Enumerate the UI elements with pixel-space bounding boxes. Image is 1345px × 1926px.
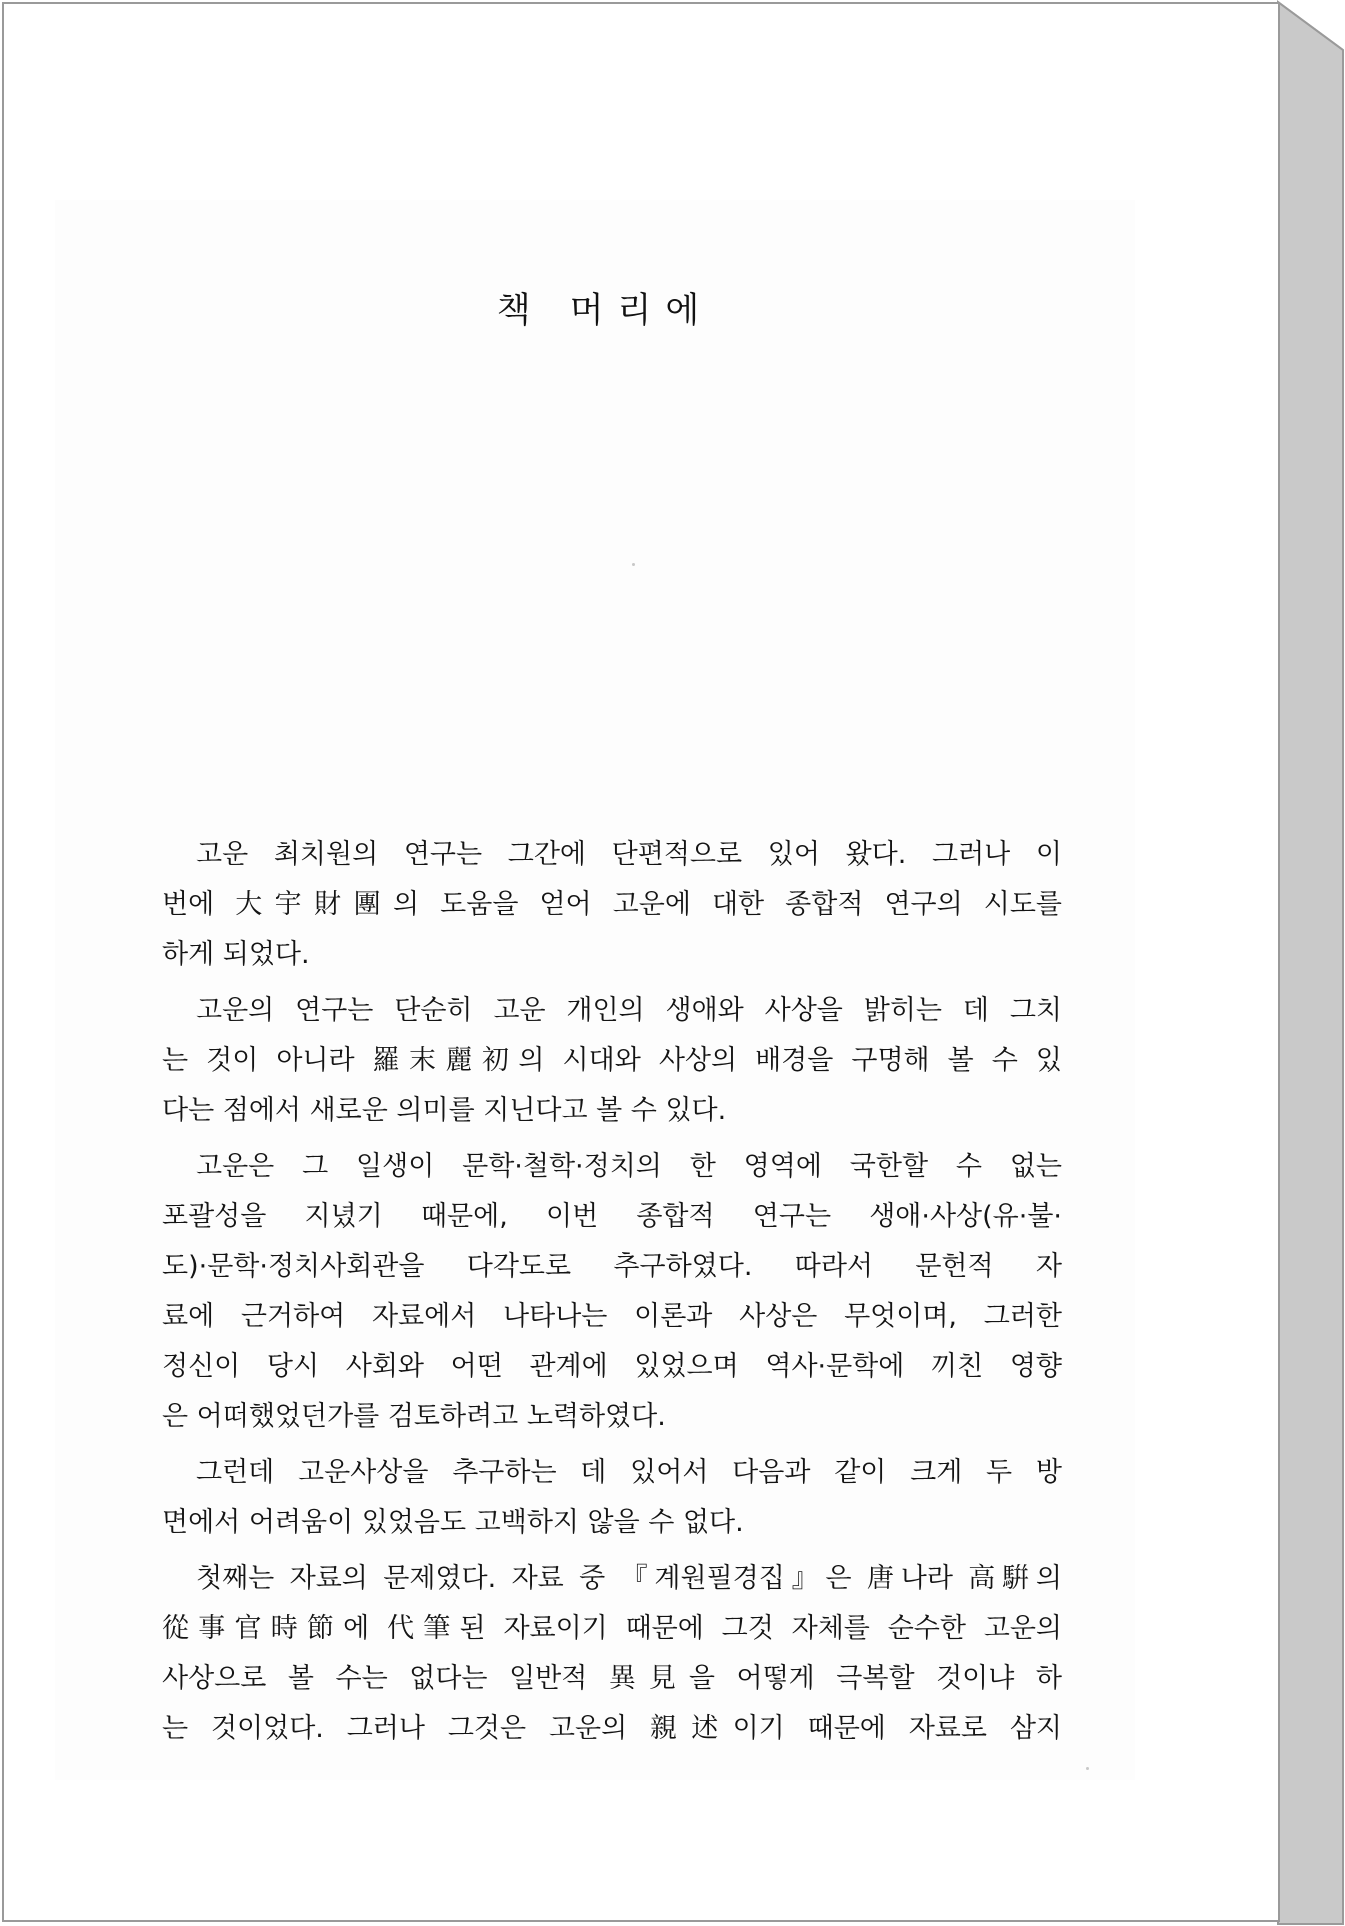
text-line: 그런데 고운사상을 추구하는 데 있어서 다음과 같이 크게 두 방 bbox=[196, 1457, 1062, 1488]
paragraph bbox=[162, 1142, 1062, 1442]
paragraph bbox=[162, 830, 1062, 980]
paragraph bbox=[162, 1554, 1062, 1754]
text-line: 도)·문학·정치사회관을 다각도로 추구하였다. 따라서 문헌적 자 bbox=[162, 1251, 1062, 1282]
text-line: 사상으로 볼 수는 없다는 일반적 異見을 어떻게 극복할 것이냐 하 bbox=[162, 1663, 1062, 1694]
page-title: 책 머리에 bbox=[496, 291, 714, 331]
text-line: 다는 점에서 새로운 의미를 지닌다고 볼 수 있다. bbox=[162, 1095, 727, 1126]
text-line: 從事官時節에 代筆된 자료이기 때문에 그것 자체를 순수한 고운의 bbox=[162, 1613, 1062, 1644]
scan-speck bbox=[1086, 1767, 1089, 1770]
paragraph bbox=[162, 1448, 1062, 1548]
text-line: 료에 근거하여 자료에서 나타나는 이론과 사상은 무엇이며, 그러한 bbox=[162, 1301, 1062, 1332]
text-line: 고운의 연구는 단순히 고운 개인의 생애와 사상을 밝히는 데 그치 bbox=[196, 995, 1062, 1026]
scan-speck bbox=[632, 563, 635, 566]
text-line: 정신이 당시 사회와 어떤 관계에 있었으며 역사·문학에 끼친 영향 bbox=[162, 1351, 1062, 1382]
text-line: 은 어떠했었던가를 검토하려고 노력하였다. bbox=[162, 1401, 666, 1432]
body-text bbox=[162, 830, 1062, 1754]
text-line: 첫째는 자료의 문제였다. 자료 중 『계원필경집』은 唐나라 高騈의 bbox=[196, 1563, 1062, 1594]
paragraph bbox=[162, 986, 1062, 1136]
text-line: 번에 大宇財團의 도움을 얻어 고운에 대한 종합적 연구의 시도를 bbox=[162, 889, 1062, 920]
text-line: 면에서 어려움이 있었음도 고백하지 않을 수 없다. bbox=[162, 1507, 744, 1538]
text-line: 포괄성을 지녔기 때문에, 이번 종합적 연구는 생애·사상(유·불· bbox=[162, 1201, 1062, 1232]
text-line: 고운은 그 일생이 문학·철학·정치의 한 영역에 국한할 수 없는 bbox=[196, 1151, 1062, 1182]
text-line: 하게 되었다. bbox=[162, 939, 310, 970]
text-line: 는 것이 아니라 羅末麗初의 시대와 사상의 배경을 구명해 볼 수 있 bbox=[162, 1045, 1062, 1076]
text-line: 고운 최치원의 연구는 그간에 단편적으로 있어 왔다. 그러나 이 bbox=[196, 839, 1062, 870]
text-line: 는 것이었다. 그러나 그것은 고운의 親述이기 때문에 자료로 삼지 bbox=[162, 1713, 1062, 1744]
